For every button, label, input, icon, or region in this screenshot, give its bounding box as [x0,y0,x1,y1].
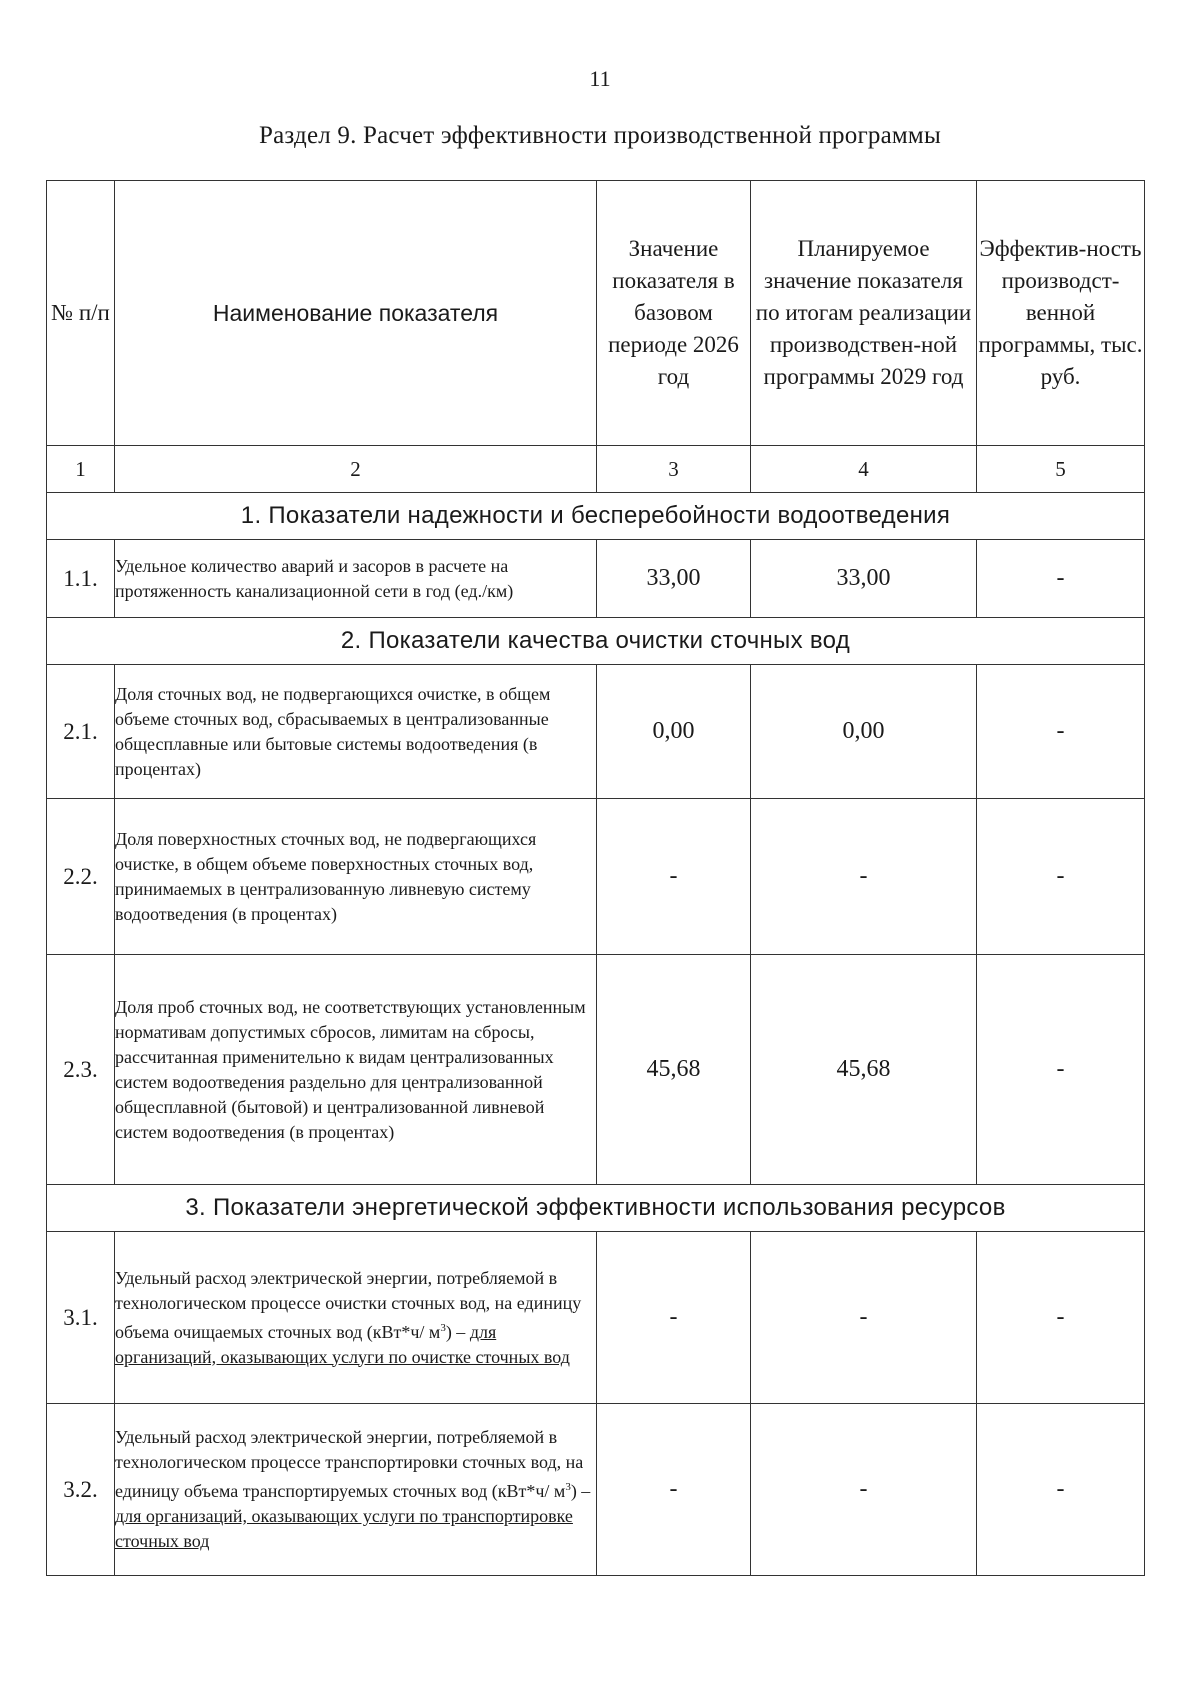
efficiency-table [46,180,1145,1576]
row-base-value: 0,00 [597,665,751,799]
group-title: 2. Показатели качества очистки сточных вод [47,618,1145,665]
row-name-superscript: 3 [440,1321,446,1334]
row-base-value: 33,00 [597,540,751,618]
row-index: 1.1. [47,540,115,618]
group-title: 3. Показатели энергетической эффективности использования ресурсов [47,1185,1145,1232]
row-name-tail: ) – [570,1481,591,1501]
row-planned-value: - [751,1404,977,1576]
header-base-value: Значение показателя в базовом периоде 2026 год [597,181,751,446]
row-planned-value: 45,68 [751,955,977,1185]
page-number: 11 [589,66,611,91]
row-name-main: Удельный расход электрической энергии, потребляемой в технологическом процессе транспортировки сточных вод, на единицу объема транспортируемых сточных вод (кВт*ч/ м [115,1427,584,1501]
column-number: 2 [115,446,597,493]
row-planned-value: - [751,1232,977,1404]
row-name: Доля проб сточных вод, не соответствующих установленным нормативам допустимых сбросов, лимитам на сбросы, рассчитанная применительно к видам централизованных систем водоотведения раздельно для централизованной общесплавной (бытовой) и централизованной ливневой систем водоотведения (в процентах) [115,955,597,1185]
row-name-superscript: 3 [565,1481,571,1493]
row-planned-value: - [751,799,977,955]
table-row [47,665,1145,799]
column-number: 4 [751,446,977,493]
row-efficiency: - [977,1404,1145,1576]
table-row [47,955,1145,1185]
row-index: 3.2. [47,1404,115,1576]
table-row [47,799,1145,955]
row-name-underlined: для организаций, оказывающих услуги по транспортировке сточных вод [115,1506,573,1551]
row-efficiency: - [977,540,1145,618]
row-efficiency: - [977,1232,1145,1404]
header-planned-value: Планируемое значение показателя по итогам реализации производствен-ной программы 2029 год [751,181,977,446]
row-base-value: - [597,1404,751,1576]
header-name: Наименование показателя [115,181,597,446]
row-base-value: 45,68 [597,955,751,1185]
row-name-tail: ) – [445,1321,470,1342]
row-index: 2.3. [47,955,115,1185]
column-number: 1 [47,446,115,493]
group-header-row [47,493,1145,540]
column-number-row [47,446,1145,493]
table-header-row [47,181,1145,446]
row-efficiency: - [977,955,1145,1185]
row-name [115,1232,597,1404]
row-efficiency: - [977,665,1145,799]
row-efficiency: - [977,799,1145,955]
column-number: 5 [977,446,1145,493]
group-title: 1. Показатели надежности и бесперебойности водоотведения [47,493,1145,540]
row-name: Доля поверхностных сточных вод, не подвергающихся очистке, в общем объеме поверхностных сточных вод, принимаемых в централизованную ливневую систему водоотведения (в процентах) [115,799,597,955]
table-row [47,540,1145,618]
group-header-row [47,1185,1145,1232]
group-header-row [47,618,1145,665]
row-planned-value: 0,00 [751,665,977,799]
row-name: Доля сточных вод, не подвергающихся очистке, в общем объеме сточных вод, сбрасываемых в централизованные общесплавные или бытовые системы водоотведения (в процентах) [115,665,597,799]
table-row [47,1232,1145,1404]
section-title: Раздел 9. Расчет эффективности производственной программы [259,122,941,149]
column-number: 3 [597,446,751,493]
row-planned-value: 33,00 [751,540,977,618]
row-index: 3.1. [47,1232,115,1404]
row-name-underlined: для организаций, оказывающих услуги по очистке сточных вод [115,1321,570,1367]
header-efficiency: Эффектив-ность производст-венной программы, тыс. руб. [977,181,1145,446]
header-num: № п/п [47,181,115,446]
row-name-main: Удельный расход электрической энергии, потребляемой в технологическом процессе очистки сточных вод, на единицу объема очищаемых сточных вод (кВт*ч/ м [115,1267,582,1342]
row-index: 2.2. [47,799,115,955]
row-name [115,1404,597,1576]
row-index: 2.1. [47,665,115,799]
table-row [47,1404,1145,1576]
row-name: Удельное количество аварий и засоров в расчете на протяженность канализационной сети в год (ед./км) [115,540,597,618]
row-base-value: - [597,799,751,955]
row-base-value: - [597,1232,751,1404]
